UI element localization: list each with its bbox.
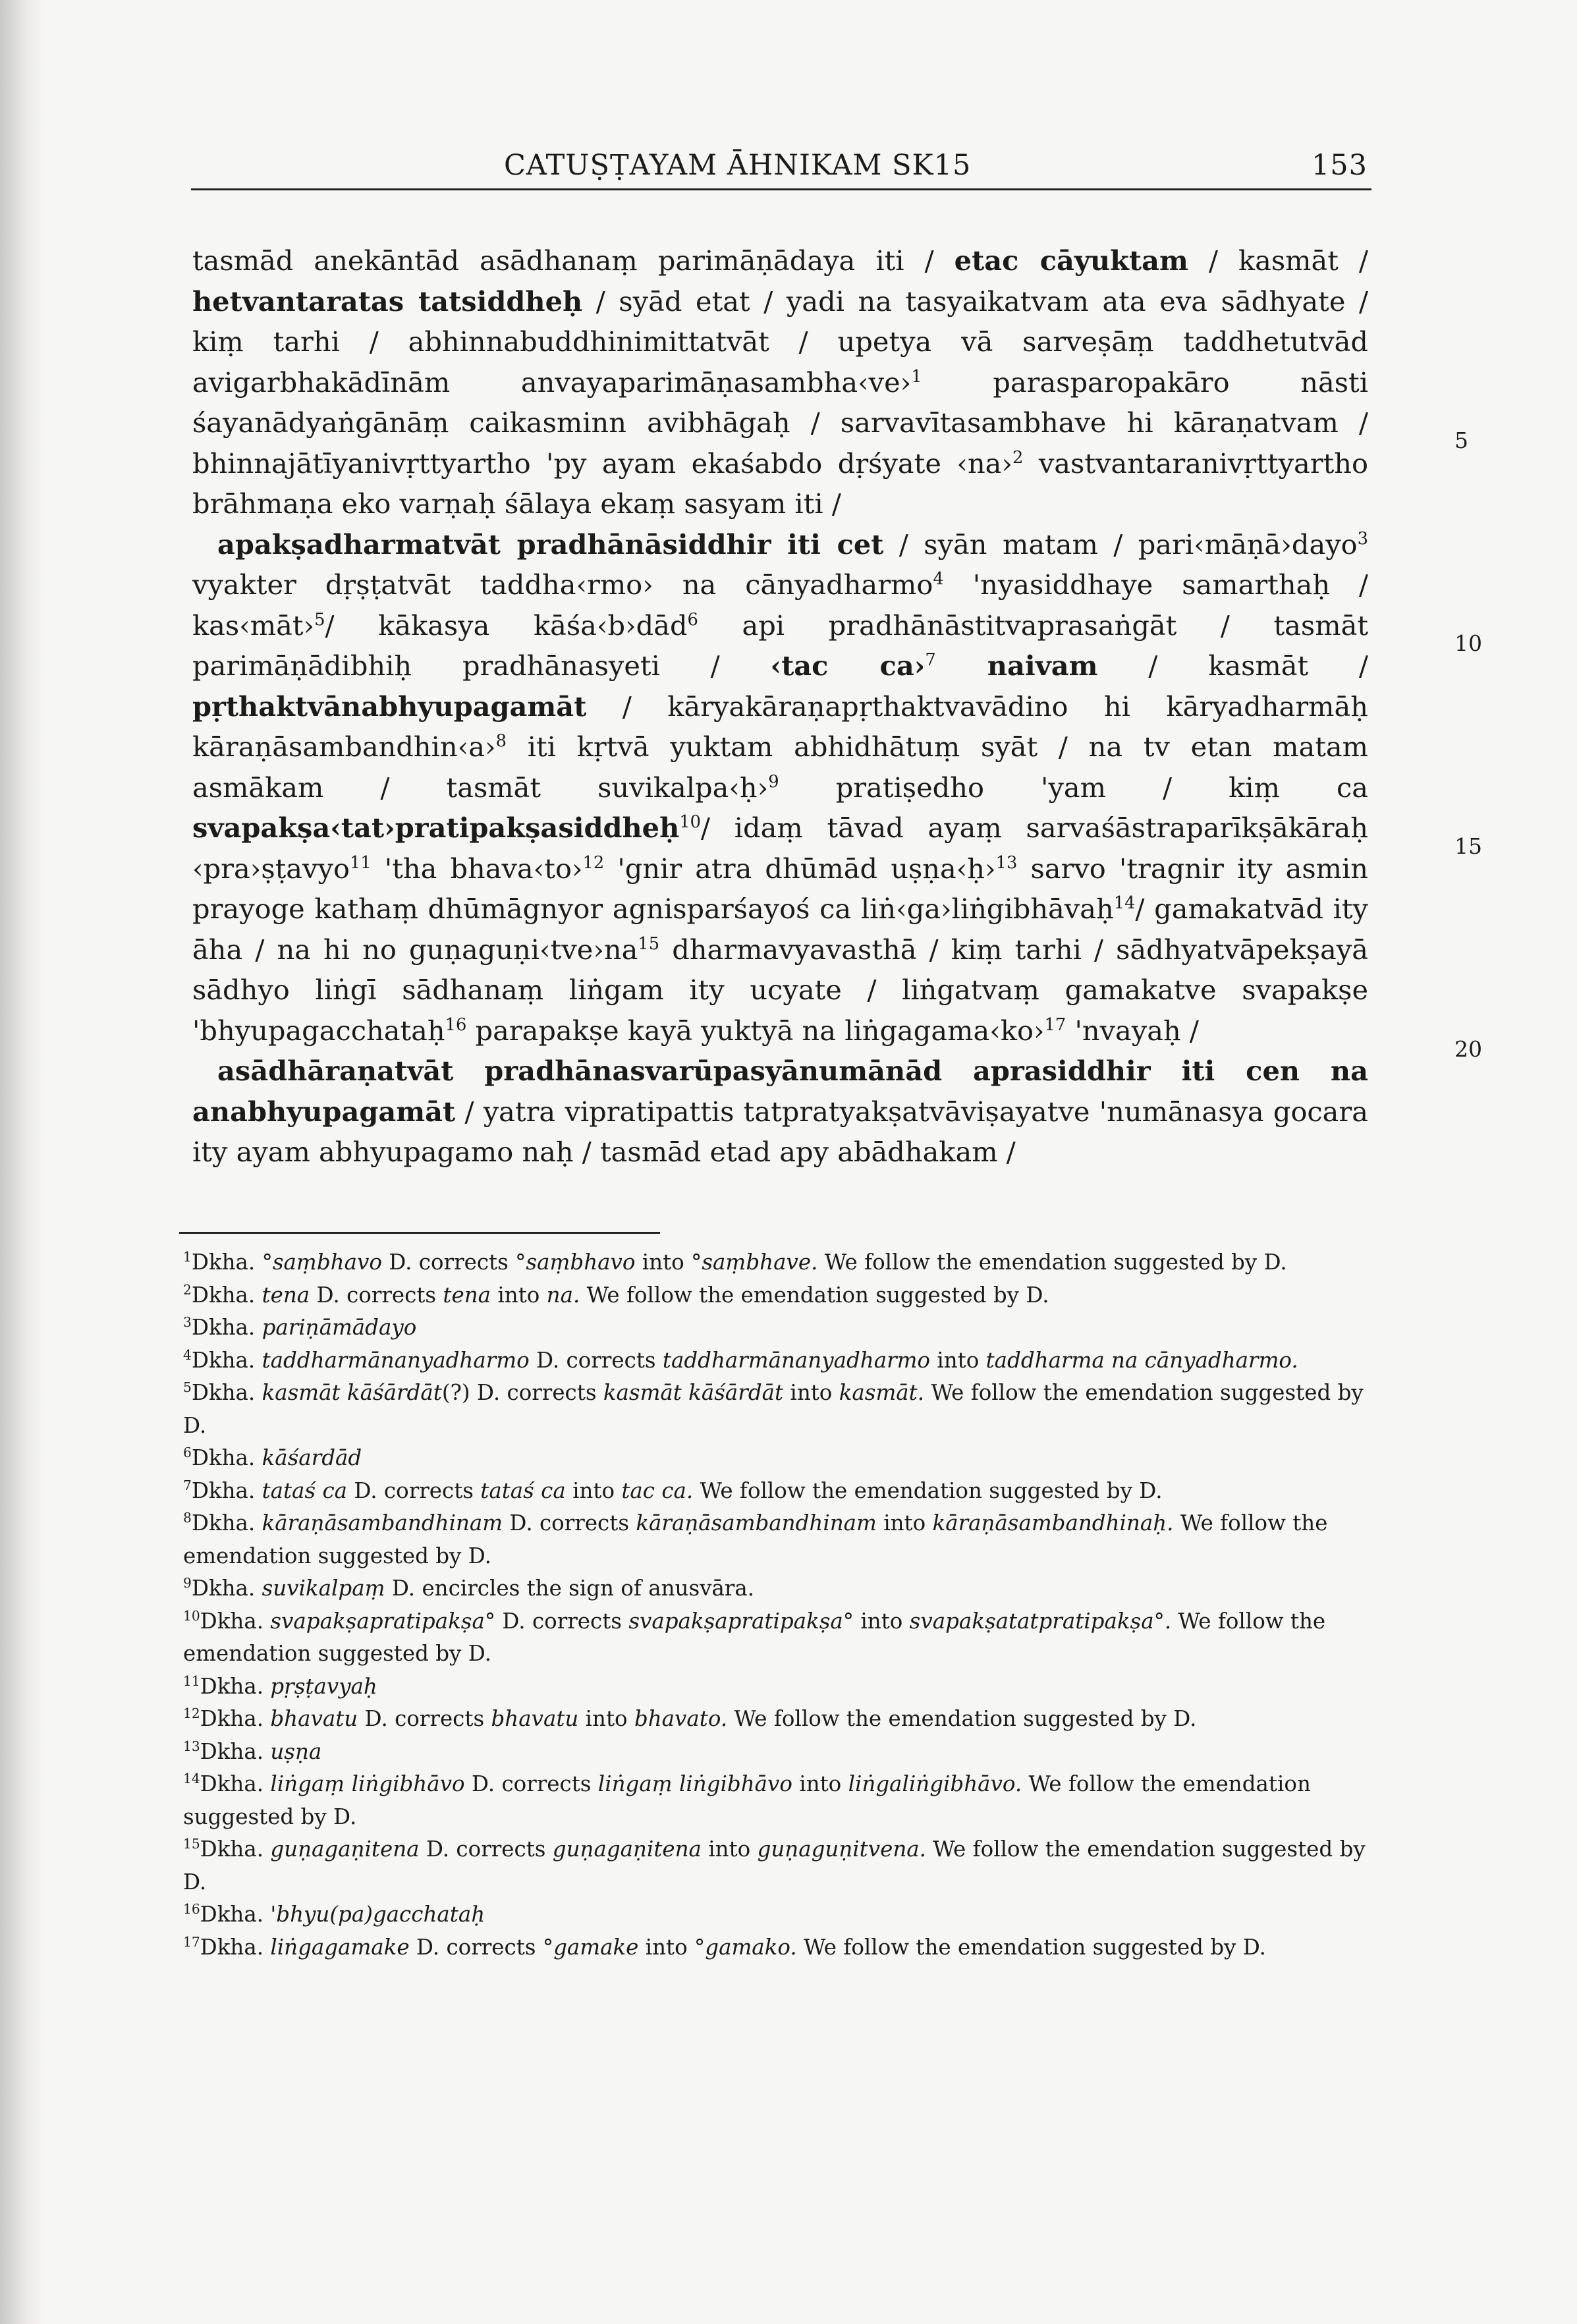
footnote-text: D. corrects [381, 1250, 516, 1275]
page-number: 153 [1311, 149, 1368, 182]
footnote-source: Dkha. [191, 1478, 262, 1503]
footnote-text: We follow the emendation suggested by D. [796, 1934, 1266, 1960]
footnote-number: 8 [183, 1510, 192, 1526]
line-number-10: 10 [1454, 630, 1482, 656]
footnote-text: into [854, 1608, 910, 1634]
footnote-reading: kasmāt kāśārdāt [603, 1380, 784, 1405]
footnote-text: into [638, 1934, 695, 1960]
footnote-reading: tataś ca [480, 1478, 566, 1503]
footnote-number: 2 [183, 1281, 192, 1298]
footnote [178, 1768, 1371, 1833]
footnote [178, 1736, 1371, 1769]
footnote-ref[interactable]: 9 [768, 771, 779, 792]
footnote [178, 1475, 1371, 1508]
footnote-source: Dkha. [200, 1934, 271, 1960]
footnote [178, 1507, 1371, 1572]
line-number-20: 20 [1454, 1036, 1482, 1062]
footnote [178, 1671, 1371, 1703]
footnote-text: D. encircles the sign of anusvāra. [385, 1576, 755, 1601]
footnote-reading: liṅgagamake [270, 1934, 410, 1960]
footnote-text: D. corrects [347, 1478, 481, 1503]
footnote-reading: svapakṣapratipakṣa° [628, 1608, 854, 1634]
footnote-ref[interactable]: 4 [933, 569, 944, 590]
footnote-reading: svapakṣatatpratipakṣa°. [909, 1608, 1172, 1634]
paragraph-3: asādhāraṇatvāt pradhānasvarūpasyānumānād aprasiddhir iti cen na anabhyupagamāt / yatra vipratipattis tatpratyakṣatvāviṣayatve 'numānasya gocara ity ayam abhyupagamo naḥ / tasmād etad apy abādhakam / [192, 1055, 1368, 1168]
footnote-reading: bhavatu [491, 1706, 579, 1731]
footnote-reading: °saṃbhavo [515, 1250, 636, 1275]
footnote-ref[interactable]: 6 [687, 609, 698, 630]
footnote-ref[interactable]: 1 [911, 366, 922, 387]
footnote-reading: kasmāt. [839, 1380, 925, 1405]
paragraph-1: tasmād anekāntād asādhanaṃ parimāṇādaya iti / etac cāyuktam / kasmāt / hetvantaratas tatsiddheḥ / syād etat / yadi na tasyaikatvam ata eva sādhyate / kiṃ tarhi / abhinnabuddhinimittatvāt / upetya vā sarveṣāṃ taddhetutvād avigarbhakādīnām anvayaparimāṇasambha‹ve›$^1$ parasparopakāro nāsti śayanādyaṅgānāṃ caikasminn avibhāgaḥ / sarvavītasambhave hi kāraṇatvam / bhinnajātīyanivṛttyartho 'py ayam ekaśabdo dṛśyate ‹na›$^2$ vastvantaranivṛttyartho brāhmaṇa eko varṇaḥ śālaya ekaṃ sasyam iti / [192, 244, 1368, 520]
footnote-reading: °gamako. [694, 1934, 797, 1960]
footnote-reading: kāraṇāsambandhinaḥ. [932, 1510, 1174, 1536]
footnotes [178, 1246, 1371, 1964]
footnote-text: D. corrects [310, 1282, 443, 1308]
footnote-source: Dkha. [200, 1771, 271, 1796]
footnote [178, 1898, 1371, 1931]
footnote-text: into [876, 1510, 933, 1536]
footnote-source: Dkha. [191, 1380, 262, 1405]
footnote-number: 3 [183, 1314, 192, 1331]
footnote-ref[interactable]: 8 [495, 731, 507, 752]
footnote-ref[interactable]: 10 [679, 812, 701, 833]
footnote-reading: taddharmānanyadharmo [662, 1347, 930, 1373]
footnote-reading: kāraṇāsambandhinam [636, 1510, 877, 1536]
footnote-source: Dkha. [191, 1445, 262, 1470]
footnote-text: We follow the emendation suggested by D. [183, 1380, 1364, 1438]
footnote-text: D. corrects [495, 1608, 629, 1634]
footnote-source: Dkha. [191, 1250, 262, 1275]
footnote-reading: °saṃbhave. [691, 1250, 818, 1275]
footnote-reading: °gamake [542, 1934, 639, 1960]
running-title: CATUṢṬAYAM ĀHNIKAM SK15 [504, 149, 972, 182]
footnote-reading: taddharma na cānyadharmo. [985, 1347, 1298, 1373]
footnote-source: Dkha. [191, 1347, 262, 1373]
footnote-ref[interactable]: 16 [445, 1014, 467, 1035]
footnote-ref[interactable]: 7 [925, 650, 936, 671]
footnote-number: 15 [183, 1836, 200, 1852]
footnote-number: 13 [183, 1738, 200, 1754]
footnote-number: 7 [183, 1477, 192, 1493]
footnote-number: 12 [183, 1705, 200, 1722]
footnote-number: 14 [183, 1771, 200, 1787]
footnote-reading: kasmāt kāśārdāt [262, 1380, 442, 1405]
footnote-text: into [635, 1250, 692, 1275]
footnote-source: Dkha. [191, 1315, 262, 1340]
footnote-source: Dkha. [200, 1608, 271, 1634]
header-rule [191, 188, 1371, 190]
footnote-text: into [930, 1347, 986, 1373]
footnote-reading: liṅgaṃ liṅgibhāvo [597, 1771, 792, 1796]
footnote-source: Dkha. [200, 1673, 271, 1699]
footnote-reading: tena [262, 1282, 310, 1308]
footnote-number: 4 [183, 1346, 192, 1363]
footnote-number: 6 [183, 1445, 192, 1461]
footnote-text: We follow the emendation suggested by D. [817, 1250, 1287, 1275]
footnote-reading: uṣṇa [270, 1738, 322, 1764]
footnote-text: into [792, 1771, 848, 1796]
footnote-text: D. corrects [503, 1510, 636, 1536]
footnote-reading: suvikalpaṃ [262, 1576, 385, 1601]
footnote [178, 1703, 1371, 1736]
footnote-source: Dkha. [191, 1510, 262, 1536]
footnote-text: into [565, 1478, 622, 1503]
footnote [178, 1931, 1371, 1964]
footnote-reading: °saṃbhavo [262, 1250, 382, 1275]
footnote-text: We follow the emendation suggested by D. [183, 1510, 1328, 1568]
line-number-15: 15 [1454, 833, 1482, 859]
footnote-ref[interactable]: 14 [1113, 893, 1136, 914]
footnote [178, 1377, 1371, 1442]
footnote [178, 1833, 1371, 1898]
footnote-source: Dkha. [191, 1576, 262, 1601]
footnote-text: D. corrects [529, 1347, 663, 1373]
footnote-reading: tena [443, 1282, 491, 1308]
footnote-reading: pariṇāmādayo [262, 1315, 417, 1340]
running-header [191, 146, 1371, 188]
footnote [178, 1312, 1371, 1344]
footnote [178, 1605, 1371, 1671]
footnote-reading: guṇaguṇitvena. [757, 1837, 926, 1862]
footnote-reading: taddharmānanyadharmo [262, 1347, 530, 1373]
footnote-ref[interactable]: 2 [1012, 447, 1024, 468]
footnote-text: We follow the emendation suggested by D. [183, 1771, 1311, 1829]
footnote-number: 9 [183, 1575, 192, 1591]
footnote [178, 1344, 1371, 1377]
footnote-text: (?) D. corrects [441, 1380, 603, 1405]
footnote-reading: tac ca. [621, 1478, 694, 1503]
footnote-text: into [578, 1706, 634, 1731]
paragraph-2: apakṣadharmatvāt pradhānāsiddhir iti cet / syān matam / pari‹māṇā›dayo$^3$ vyakter dṛṣṭatvāt taddha‹rmo› na cānyadharmo$^4$ 'nyasiddhaye samarthaḥ / kas‹māt›$^5$/ kākasya kāśa‹b›dād$^6$ api pradhānāstitvaprasaṅgāt / tasmāt parimāṇādibhiḥ pradhānasyeti / ‹tac ca›$^7$ naivam / kasmāt / pṛthaktvānabhyupagamāt / kāryakāraṇapṛthaktvavādino hi kāryadharmāḥ kāraṇāsambandhin‹a›$^8$ iti kṛtvā yuktam abhidhātuṃ syāt / na tv etan matam asmākam / tasmāt suvikalpa‹ḥ›$^9$ pratiṣedho 'yam / kiṃ ca svapakṣa‹tat›pratipakṣasiddheḥ$^{10}$/ idaṃ tāvad ayaṃ sarvaśāstraparīkṣākāraḥ ‹pra›ṣṭavyo$^{11}$ 'tha bhava‹to›$^{12}$ 'gnir atra dhūmād uṣṇa‹ḥ›$^{13}$ sarvo 'tragnir ity asmin prayoge kathaṃ dhūmāgnyor agnisparśayoś ca liṅ‹ga›liṅgibhāvaḥ$^{14}$/ gamakatvād ity āha / na hi no $guṇaguṇi‹tve›na^{15}$ dharmavyavasthā / kiṃ tarhi / sādhyatvāpekṣayā sādhyo liṅgī sādhanaṃ liṅgam ity ucyate / liṅgatvaṃ gamakatve svapakṣe 'bhyupagacchataḥ$^{16}$ parapakṣe kayā yuktyā na liṅgagama‹ko›$^{17}$ 'nvayaḥ / [192, 528, 1368, 1047]
footnote [178, 1279, 1371, 1312]
footnote-text: We follow the emendation suggested by D. [183, 1837, 1366, 1895]
footnote-text: into [783, 1380, 839, 1405]
main-text [192, 240, 1368, 1173]
footnote-ref[interactable]: 17 [1044, 1014, 1066, 1035]
footnote-source: Dkha. [200, 1706, 271, 1731]
footnote-number: 10 [183, 1607, 200, 1624]
footnote-reading: liṅgaliṅgibhāvo. [848, 1771, 1022, 1796]
footnote-reading: guṇagaṇitena [270, 1837, 420, 1862]
footnote-text: We follow the emendation suggested by D. [727, 1706, 1197, 1731]
footnote-number: 17 [183, 1933, 200, 1950]
footnote-number: 1 [183, 1249, 192, 1265]
line-number-5: 5 [1454, 428, 1468, 453]
footnote [178, 1442, 1371, 1475]
footnote-reading: pṛṣṭavyaḥ [270, 1673, 377, 1699]
footnote-ref[interactable]: 13 [995, 852, 1018, 873]
footnote-reading: kāśardād [262, 1445, 362, 1470]
footnote-reading: kāraṇāsambandhinam [262, 1510, 503, 1536]
footnote-reading: tataś ca [262, 1478, 348, 1503]
footnote-source: Dkha. [200, 1902, 271, 1927]
footnote-reading: na. [546, 1282, 580, 1308]
footnote-reading: 'bhyu(pa)gacchataḥ [270, 1902, 485, 1927]
footnote-number: 16 [183, 1901, 200, 1918]
page-edge-shadow [0, 0, 46, 2324]
footnote-ref[interactable]: 3 [1357, 528, 1368, 549]
footnote-text: D. corrects [419, 1837, 553, 1862]
footnote-ref[interactable]: 12 [582, 852, 605, 873]
footnote [178, 1246, 1371, 1279]
footnote-ref[interactable]: 5 [314, 609, 325, 630]
footnote-text: We follow the emendation suggested by D. [693, 1478, 1163, 1503]
footnote [178, 1572, 1371, 1605]
footnote-reading: svapakṣapratipakṣa° [270, 1608, 496, 1634]
footnote-text: We follow the emendation suggested by D. [580, 1282, 1049, 1308]
footnote-source: Dkha. [200, 1837, 271, 1862]
footnote-text: into [491, 1282, 547, 1308]
footnote-text: D. corrects [464, 1771, 598, 1796]
footnote-text: We follow the emendation suggested by D. [183, 1608, 1326, 1666]
footnote-text: into [701, 1837, 758, 1862]
footnote-text: D. corrects [409, 1934, 543, 1960]
footnote-reading: bhavatu [270, 1706, 358, 1731]
footnote-ref[interactable]: 11 [349, 852, 372, 873]
footnote-source: Dkha. [200, 1738, 271, 1764]
footnote-reading: liṅgaṃ liṅgibhāvo [270, 1771, 465, 1796]
footnote-reading: bhavato. [634, 1706, 728, 1731]
footnote-rule [179, 1232, 660, 1234]
footnote-ref[interactable]: 15 [638, 933, 660, 954]
footnote-text: D. corrects [358, 1706, 491, 1731]
footnote-reading: guṇagaṇitena [552, 1837, 702, 1862]
footnote-source: Dkha. [191, 1282, 262, 1308]
footnote-number: 11 [183, 1673, 200, 1689]
footnote-number: 5 [183, 1379, 192, 1396]
